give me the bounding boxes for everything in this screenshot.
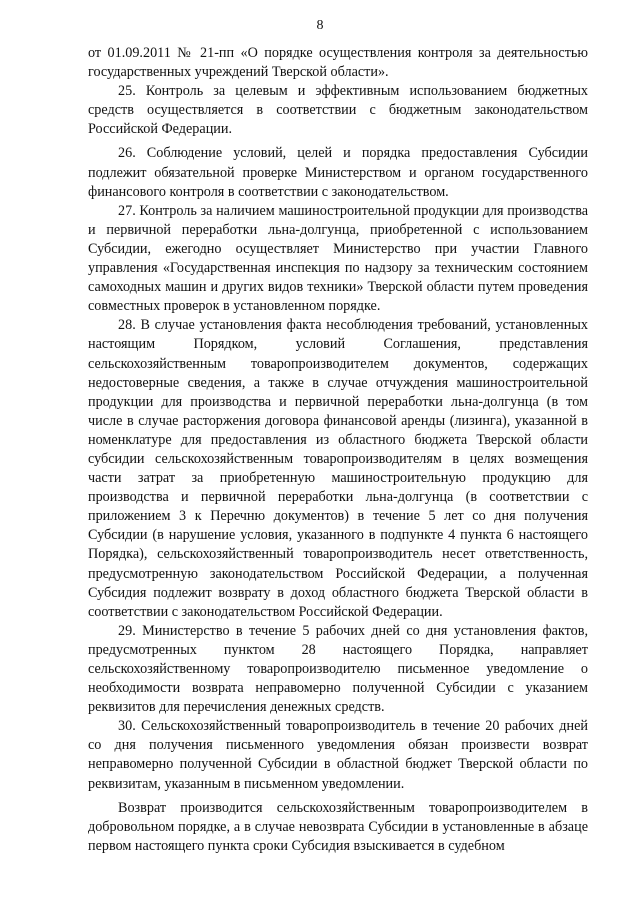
paragraph-continuation: от 01.09.2011 № 21-пп «О порядке осуществления контроля за деятельностью государственных учреждений Тверской области». (88, 45, 588, 81)
paragraph-29: 29. Министерство в течение 5 рабочих дней со дня установления фактов, предусмотренных пунктом 28 настоящего Порядка, направляет сельскохозяйственному товаропроизводителю письменное уведомление о необходимости возврата неправомерно полученной Субсидии с указанием реквизитов для перечисления денежных средств. (88, 622, 588, 716)
paragraph-30: 30. Сельскохозяйственный товаропроизводитель в течение 20 рабочих дней со дня получения письменного уведомления обязан произвести возврат неправомерно полученной Субсидии в областной бюджет Тверской области по реквизитам, указанным в письменном уведомлении. (88, 718, 588, 792)
paragraph-28: 28. В случае установления факта несоблюдения требований, установленных настоящим Порядком, условий Соглашения, представления сельскохозяйственным товаропроизводителем документов, содержащих недостоверные сведения, а также в случае отчуждения машиностроительной продукции для производства и первичной переработки льна-долгунца (в том числе в случае расторжения договора финансовой аренды (лизинга), указанной в номенклатуре для предоставления из областного бюджета Тверской области субсидии сельскохозяйственным товаропроизводителям в целях возмещения части затрат за приобретенную машиностроительную продукцию для производства и первичной переработки льна-долгунца (в соответствии с приложением 3 к Перечню документов) в течение 5 лет со дня получения Субсидии (в нарушение условия, указанного в подпункте 4 пункта 6 настоящего Порядка), сельскохозяйственный товаропроизводитель несет ответственность, предусмотренную законодательством Российской Федерации, а полученная Субсидия подлежит возврату в доход областного бюджета Тверской области в соответствии с законодательством Российской Федерации. (88, 317, 588, 620)
paragraph-25: 25. Контроль за целевым и эффективным использованием бюджетных средств осуществляется в соответствии с бюджетным законодательством Российской Федерации. (88, 83, 588, 138)
paragraph-30-second: Возврат производится сельскохозяйственным товаропроизводителем в добровольном порядке, а в случае невозврата Субсидии в установленные в абзаце первом настоящего пункта сроки Субсидия взыскивается в судебном (88, 799, 588, 854)
paragraph-27: 27. Контроль за наличием машиностроительной продукции для производства и первичной переработки льна-долгунца, приобретенной с использованием Субсидии, ежегодно осуществляет Министерство при участии Главного управления «Государственная инспекция по надзору за техническим состоянием самоходных машин и других видов техники» Тверской области путем проведения совместных проверок в установленном порядке. (88, 202, 588, 315)
page-number: 8 (316, 18, 324, 33)
paragraph-26: 26. Соблюдение условий, целей и порядка предоставления Субсидии подлежит обязательной проверке Министерством и органом государственного финансового контроля в соответствии с законодательством. (88, 145, 588, 200)
document-body (88, 44, 588, 856)
